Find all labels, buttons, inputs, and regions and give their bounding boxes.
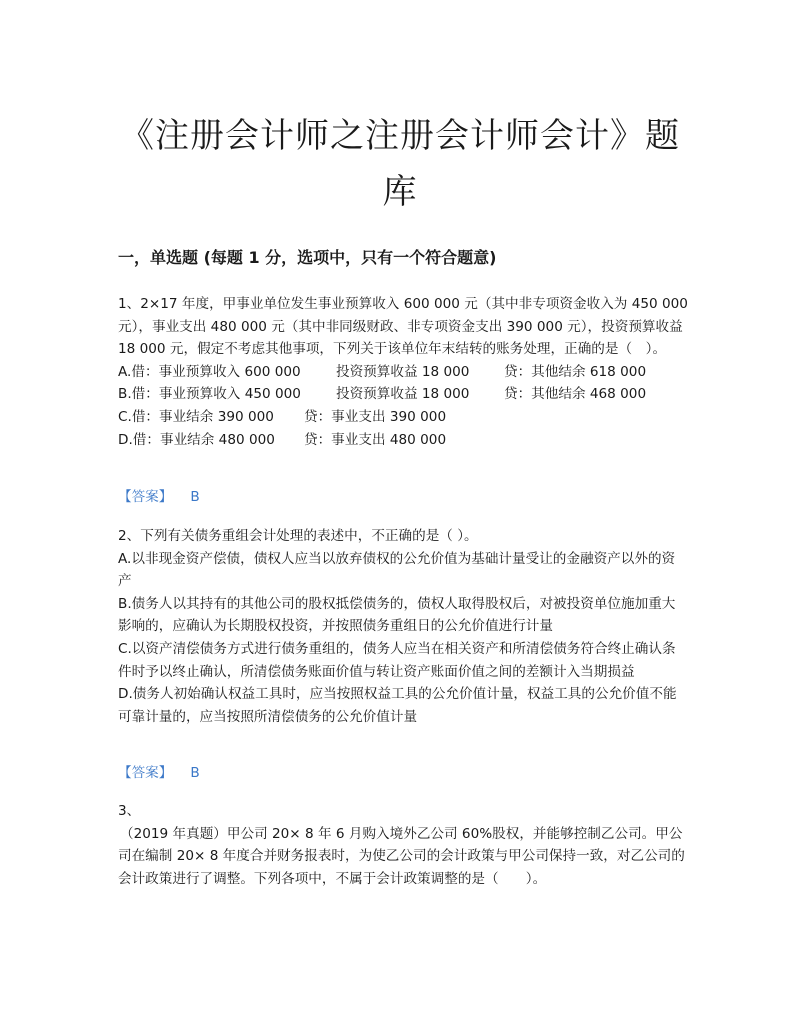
question-stem: 2、下列有关债务重组会计处理的表述中，不正确的是（ ）。 bbox=[118, 528, 478, 544]
option-d-credit: 贷：事业支出 480 000 bbox=[304, 431, 447, 448]
option-d: D.债务人初始确认权益工具时，应当按照权益工具的公允价值计量，权益工具的公允价值不能可靠计量的，应当按照所清偿债务的公允价值计量 bbox=[118, 686, 677, 725]
question-number: 3、 bbox=[118, 803, 141, 819]
option-d-debit: D.借：事业结余 480 000 bbox=[118, 431, 275, 448]
options-list bbox=[118, 361, 688, 451]
answer-label: 【答案】 bbox=[118, 765, 173, 781]
question-stem: （2019 年真题）甲公司 20× 8 年 6 月购入境外乙公司 60%股权，并能够控制乙公司。甲公司在编制 20× 8 年度合并财务报表时，为使乙公司的会计政策与甲公司保持一致，对乙公司的会计政策进行了调整。下列各项中，不属于会计政策调整的是（ ）。 bbox=[118, 825, 685, 887]
option-a-debit-2: 投资预算收益 18 000 bbox=[336, 363, 470, 380]
option-a-debit: A.借：事业预算收入 600 000 bbox=[118, 363, 301, 380]
answer-label: 【答案】 bbox=[118, 489, 173, 505]
option-a-credit: 贷：其他结余 618 000 bbox=[504, 363, 647, 380]
option-d bbox=[118, 429, 688, 452]
option-b-debit-2: 投资预算收益 18 000 bbox=[336, 386, 470, 403]
option-c bbox=[118, 406, 688, 429]
option-a: A.以非现金资产偿债，债权人应当以放弃债权的公允价值为基础计量受让的金融资产以外的资产 bbox=[118, 550, 676, 590]
question-2 bbox=[118, 525, 688, 728]
option-b-credit: 贷：其他结余 468 000 bbox=[504, 386, 647, 403]
option-a bbox=[118, 361, 688, 384]
option-c-credit: 贷：事业支出 390 000 bbox=[304, 408, 447, 425]
answer-2 bbox=[118, 763, 200, 783]
option-b bbox=[118, 383, 688, 406]
question-stem: 1、2×17 年度，甲事业单位发生事业预算收入 600 000 元（其中非专项资金收入为 450 000元），事业支出 480 000 元（其中非同级财政、非专项资金支出 390 000 元），投资预算收益 18 000 元，假定不考虑其他事项，下列关于该单位年末结转的账务处理，正确的是（ ）。 bbox=[118, 296, 688, 358]
page-title: 《注册会计师之注册会计师会计》题库 bbox=[120, 116, 680, 212]
option-b-debit: B.借：事业预算收入 450 000 bbox=[118, 386, 301, 403]
option-c: C.以资产清偿债务方式进行债务重组的，债务人应当在相关资产和所清偿债务符合终止确认条件时予以终止确认，所清偿债务账面价值与转让资产账面价值之间的差额计入当期损益 bbox=[118, 640, 676, 680]
question-3 bbox=[118, 800, 688, 890]
question-1 bbox=[118, 293, 688, 451]
answer-value: B bbox=[190, 765, 200, 781]
option-c-debit: C.借：事业结余 390 000 bbox=[118, 408, 274, 425]
answer-value: B bbox=[190, 489, 200, 505]
answer-1 bbox=[118, 487, 200, 507]
section-heading: 一，单选题 (每题 1 分，选项中，只有一个符合题意) bbox=[118, 248, 497, 267]
option-b: B.债务人以其持有的其他公司的股权抵偿债务的，债权人取得股权后，对被投资单位施加重大影响的，应确认为长期股权投资，并按照债务重组日的公允价值进行计量 bbox=[118, 595, 676, 635]
